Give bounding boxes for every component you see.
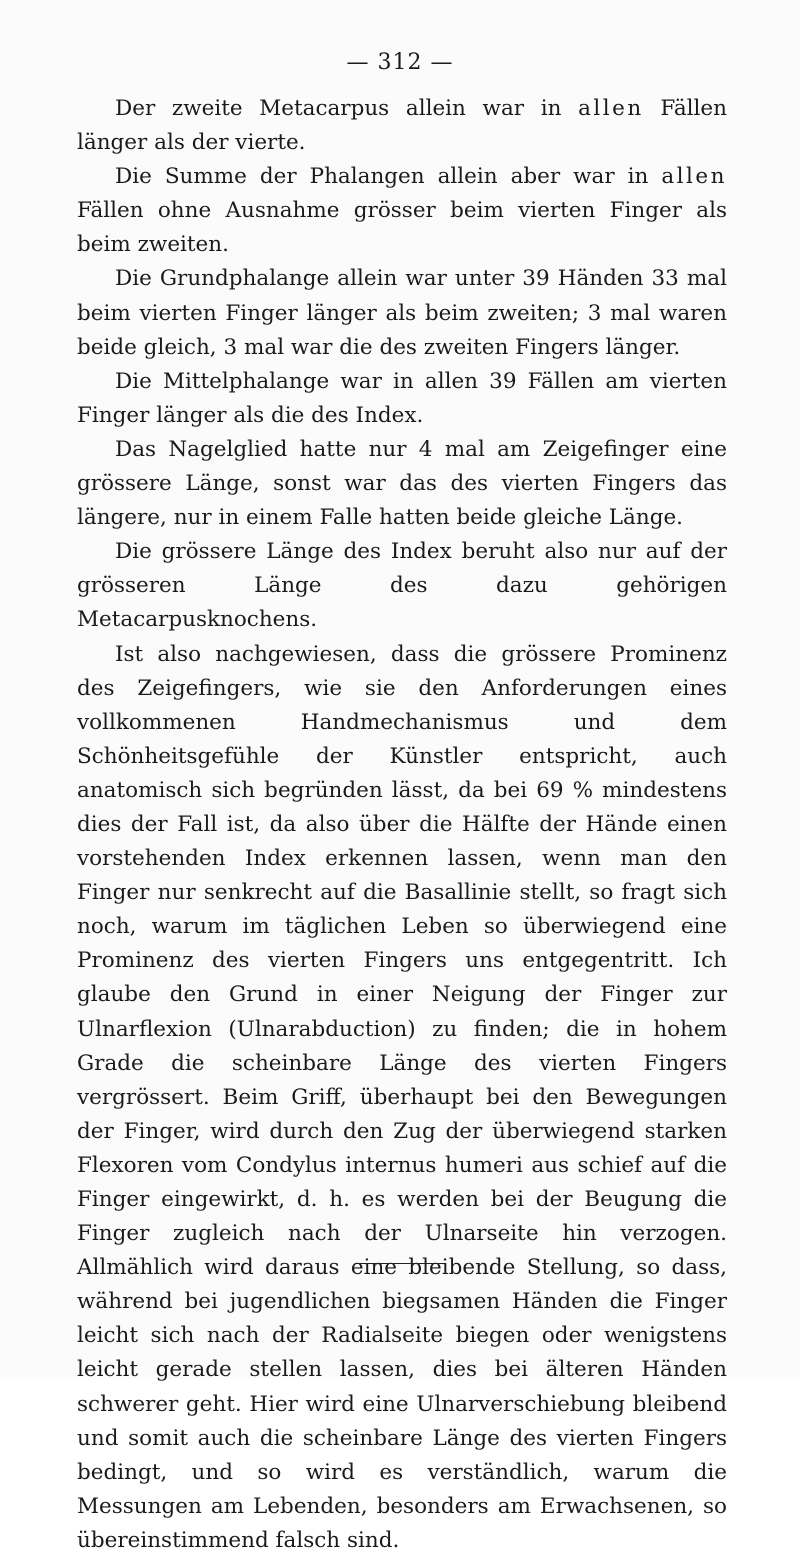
paragraph-text: Die Summe der Phalangen allein aber war in — [115, 164, 661, 189]
paragraph-text: Fällen ohne Ausnahme grösser beim vierten Finger als beim zweiten. — [77, 198, 727, 257]
paragraph-index-length: Die grössere Länge des Index beruht also nur auf der grösseren Länge des dazu gehörigen Metacarpusknochens. — [77, 535, 727, 637]
body-text — [77, 92, 727, 1558]
paragraph-mittelphalange: Die Mittelphalange war in allen 39 Fällen am vierten Finger länger als die des Index. — [77, 365, 727, 433]
paragraph-phalangen — [77, 160, 727, 262]
paragraph-grundphalange: Die Grundphalange allein war unter 39 Händen 33 mal beim vierten Finger länger als beim zweiten; 3 mal waren beide gleich, 3 mal war die des zweiten Fingers länger. — [77, 262, 727, 364]
emphasis-allen: allen — [578, 96, 644, 121]
paragraph-text: Der zweite Metacarpus allein war in — [115, 96, 578, 121]
emphasis-allen: allen — [661, 164, 727, 189]
paragraph-prominenz: Ist also nachgewiesen, dass die grössere Prominenz des Zeigefingers, wie sie den Anforderungen eines vollkommenen Handmechanismus und dem Schönheitsgefühle der Künstler entspricht, auch anatomisch sich begründen lässt, da bei 69 % mindestens dies der Fall ist, da also über die Hälfte der Hände einen vorstehenden Index erkennen lassen, wenn man den Finger nur senkrecht auf die Basallinie stellt, so fragt sich noch, warum im täglichen Leben so überwiegend eine Prominenz des vierten Fingers uns entgegentritt. Ich glaube den Grund in einer Neigung der Finger zur Ulnarflexion (Ulnarabduction) zu finden; die in hohem Grade die scheinbare Länge des vierten Fingers vergrössert. Beim Griff, überhaupt bei den Bewegungen der Finger, wird durch den Zug der überwiegend starken Flexoren vom Condylus internus humeri aus schief auf die Finger eingewirkt, d. h. es werden bei der Beugung die Finger zugleich nach der Ulnarseite hin verzogen. Allmählich wird daraus eine bleibende Stellung, so dass, während bei jugendlichen biegsamen Händen die Finger leicht sich nach der Radialseite biegen oder wenigstens leicht gerade stellen lassen, dies bei älteren Händen schwerer geht. Hier wird eine Ulnarverschiebung bleibend und somit auch die scheinbare Länge des vierten Fingers bedingt, und so wird es verständlich, warum die Messungen am Lebenden, besonders am Erwachsenen, so übereinstimmend falsch sind. — [77, 638, 727, 1558]
paragraph-nagelglied: Das Nagelglied hatte nur 4 mal am Zeigefinger eine grössere Länge, sonst war das des vierten Fingers das längere, nur in einem Falle hatten beide gleiche Länge. — [77, 433, 727, 535]
page-number: — 312 — — [0, 50, 800, 75]
end-rule — [355, 1263, 443, 1264]
paragraph-text: Fällen länger als der vierte. — [77, 96, 727, 155]
paragraph-metacarpus — [77, 92, 727, 160]
